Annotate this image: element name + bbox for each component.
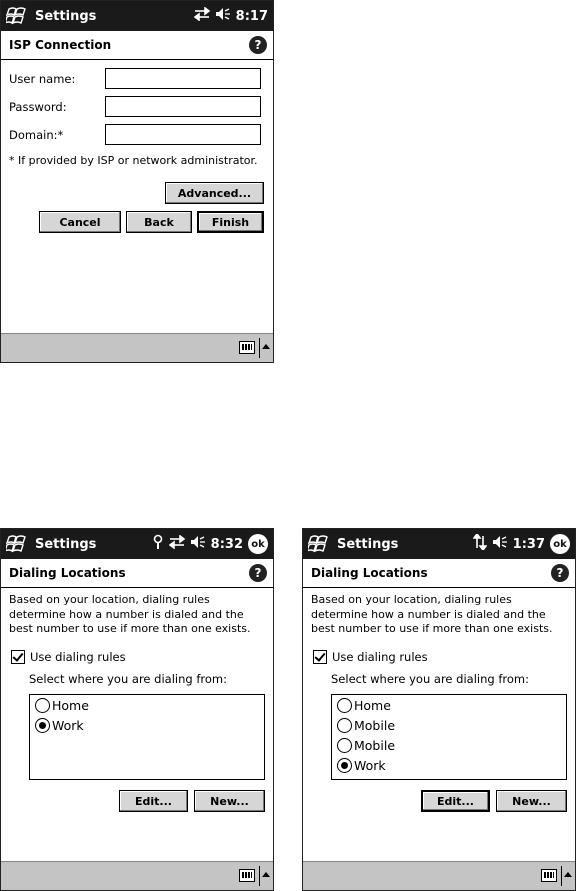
list-item[interactable] xyxy=(332,755,566,775)
speaker-volume-icon[interactable] xyxy=(190,535,206,553)
app-title: Settings xyxy=(337,536,399,552)
page-header xyxy=(1,559,273,588)
list-item[interactable] xyxy=(332,735,566,755)
form-area xyxy=(1,60,273,336)
location-label: Home xyxy=(52,697,89,713)
speaker-volume-icon[interactable] xyxy=(215,7,231,25)
help-icon[interactable]: ? xyxy=(249,36,267,54)
clock[interactable]: 8:17 xyxy=(235,8,268,24)
speaker-volume-icon[interactable] xyxy=(492,535,508,553)
password-input[interactable] xyxy=(105,96,261,117)
user-name-label: User name: xyxy=(9,71,76,86)
location-label: Mobile xyxy=(354,717,396,733)
keyboard-icon[interactable] xyxy=(239,341,255,354)
domain-input[interactable] xyxy=(105,124,261,145)
page-header xyxy=(1,31,273,60)
dialing-locations-screen-2 xyxy=(302,528,576,891)
dialing-locations-screen-1 xyxy=(0,528,274,891)
locations-list[interactable] xyxy=(331,694,567,780)
use-dialing-rules-label: Use dialing rules xyxy=(30,650,126,664)
domain-row xyxy=(9,124,261,145)
domain-label: Domain:* xyxy=(9,127,64,142)
location-label: Mobile xyxy=(354,737,396,753)
page-title: Dialing Locations xyxy=(311,566,428,580)
use-dialing-rules-checkbox[interactable] xyxy=(11,650,25,664)
edit-button[interactable]: Edit... xyxy=(119,790,188,812)
location-label: Work xyxy=(52,717,84,733)
menu-bar-divider xyxy=(561,866,562,886)
use-dialing-rules-row[interactable] xyxy=(313,650,428,664)
list-item[interactable] xyxy=(332,695,566,715)
menu-bar xyxy=(303,861,575,890)
description-text: Based on your location, dialing rules determine how a number is dialed and the best number to use if more than one exists. xyxy=(9,593,251,635)
menu-bar-divider xyxy=(259,866,260,886)
advanced-button[interactable]: Advanced... xyxy=(165,182,264,204)
new-button[interactable]: New... xyxy=(496,790,567,812)
ok-button[interactable]: ok xyxy=(248,534,268,554)
input-panel-arrow-icon[interactable] xyxy=(564,872,572,877)
connectivity-arrows-icon[interactable] xyxy=(169,535,185,553)
clock[interactable]: 8:32 xyxy=(210,536,243,552)
app-title: Settings xyxy=(35,8,97,24)
isp-connection-screen xyxy=(0,0,274,363)
page-header xyxy=(303,559,575,588)
connectivity-arrows-icon[interactable] xyxy=(194,7,210,25)
password-row xyxy=(9,96,261,117)
windows-start-icon[interactable] xyxy=(4,532,30,556)
menu-bar xyxy=(1,333,273,362)
dialing-content xyxy=(1,588,273,864)
keyboard-icon[interactable] xyxy=(541,869,557,882)
user-name-row xyxy=(9,68,261,89)
domain-note: * If provided by ISP or network administrator. xyxy=(9,154,258,167)
location-radio-work[interactable] xyxy=(35,718,50,733)
password-label: Password: xyxy=(9,99,67,114)
description-text: Based on your location, dialing rules determine how a number is dialed and the best number to use if more than one exists. xyxy=(311,593,553,635)
title-bar xyxy=(1,1,273,31)
page-title: ISP Connection xyxy=(9,38,112,52)
antenna-icon[interactable] xyxy=(152,534,164,554)
connectivity-arrows-icon[interactable] xyxy=(473,534,487,554)
location-label: Home xyxy=(354,697,391,713)
finish-button[interactable]: Finish xyxy=(197,211,264,233)
use-dialing-rules-checkbox[interactable] xyxy=(313,650,327,664)
use-dialing-rules-row[interactable] xyxy=(11,650,126,664)
help-icon[interactable]: ? xyxy=(551,564,569,582)
list-item[interactable] xyxy=(30,715,264,735)
keyboard-icon[interactable] xyxy=(239,869,255,882)
use-dialing-rules-label: Use dialing rules xyxy=(332,650,428,664)
cancel-button[interactable]: Cancel xyxy=(39,211,121,233)
new-button[interactable]: New... xyxy=(194,790,265,812)
select-location-label: Select where you are dialing from: xyxy=(29,672,227,686)
app-title: Settings xyxy=(35,536,97,552)
windows-start-icon[interactable] xyxy=(4,4,30,28)
list-item[interactable] xyxy=(30,695,264,715)
input-panel-arrow-icon[interactable] xyxy=(262,872,270,877)
edit-button[interactable]: Edit... xyxy=(421,790,490,812)
back-button[interactable]: Back xyxy=(126,211,192,233)
location-label: Work xyxy=(354,757,386,773)
dialing-content xyxy=(303,588,575,864)
location-radio-mobile-2[interactable] xyxy=(337,738,352,753)
menu-bar-divider xyxy=(259,338,260,358)
input-panel-arrow-icon[interactable] xyxy=(262,344,270,349)
title-bar xyxy=(303,529,575,559)
locations-list[interactable] xyxy=(29,694,265,780)
windows-start-icon[interactable] xyxy=(306,532,332,556)
list-item[interactable] xyxy=(332,715,566,735)
user-name-input[interactable] xyxy=(105,68,261,89)
location-radio-mobile-1[interactable] xyxy=(337,718,352,733)
location-radio-home[interactable] xyxy=(337,698,352,713)
select-location-label: Select where you are dialing from: xyxy=(331,672,529,686)
title-bar xyxy=(1,529,273,559)
page-title: Dialing Locations xyxy=(9,566,126,580)
ok-button[interactable]: ok xyxy=(550,534,570,554)
location-radio-work[interactable] xyxy=(337,758,352,773)
location-radio-home[interactable] xyxy=(35,698,50,713)
help-icon[interactable]: ? xyxy=(249,564,267,582)
menu-bar xyxy=(1,861,273,890)
clock[interactable]: 1:37 xyxy=(512,536,545,552)
